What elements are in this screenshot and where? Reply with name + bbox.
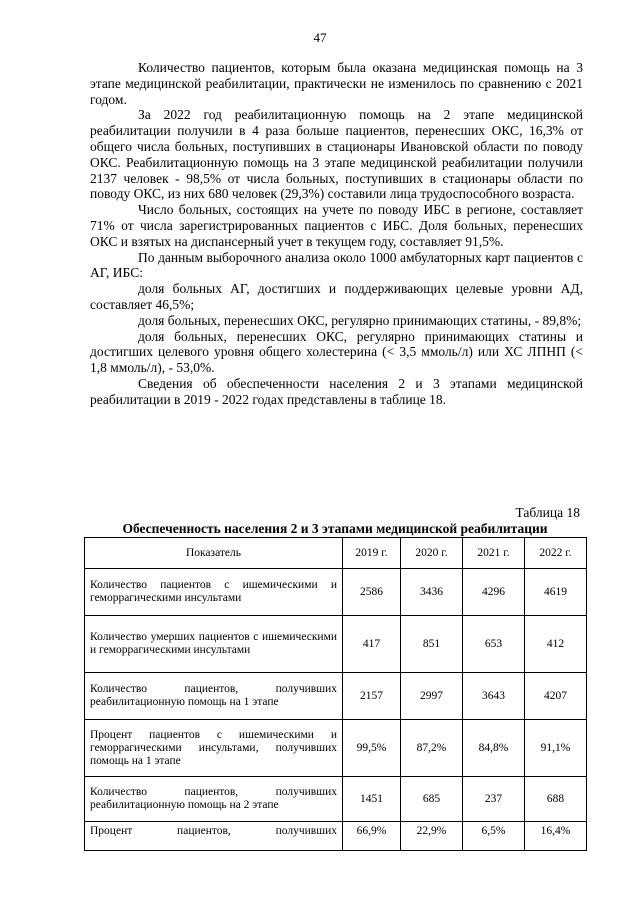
table-cell: 84,8% [463,720,525,777]
table-row [85,673,587,720]
column-header: 2019 г. [343,538,401,569]
page-number: 47 [313,30,327,45]
table-cell: Количество пациентов, получивших реабилитационную помощь на 1 этапе [85,673,343,720]
table-cell: 22,9% [401,822,463,851]
table-cell: 2586 [343,569,401,616]
column-header: Показатель [85,538,343,569]
table-cell: 2997 [401,673,463,720]
table-row [85,720,587,777]
list-item: доля больных, перенесших ОКС, регулярно принимающих статины и достигших целевого уровня общего холестерина (< 3,5 ммоль/л) или ХС ЛПНП (< 1,8 ммоль/л), - 53,0%. [90,328,583,376]
table-cell: 16,4% [525,822,587,851]
body-text [90,60,583,408]
table-cell: Процент пациентов с ишемическими и геморрагическими инсультами, получивших помощь на 1 этапе [85,720,343,777]
list-item: доля больных, перенесших ОКС, регулярно принимающих статины, - 89,8%; [138,312,582,328]
paragraph: За 2022 год реабилитационную помощь на 2 этапе медицинской реабилитации получили в 4 раза больше пациентов, перенесших ОКС, 16,3% от общего числа больных, поступивших в стационары Ивановской области по поводу ОКС. Реабилитационную помощь на 3 этапе медицинской реабилитации получили 2137 человек - 98,5% от числа больных, поступивших в стационары области по поводу ОКС, из них 680 человек (29,3%) составили лица трудоспособного возраста. [90,107,583,202]
column-header: 2021 г. [463,538,525,569]
paragraph: По данным выборочного анализа около 1000 амбулаторных карт пациентов с АГ, ИБС: [90,249,583,281]
table-cell: Количество пациентов с ишемическими и геморрагическими инсультами [85,569,343,616]
table-cell: 2157 [343,673,401,720]
table-header-row [85,538,587,569]
paragraph: Число больных, состоящих на учете по поводу ИБС в регионе, составляет 71% от числа зарегистрированных пациентов с ИБС. Доля больных, перенесших ОКС и взятых на диспансерный учет в текущем году, составляет 91,5%. [90,202,583,249]
table-cell: 91,1% [525,720,587,777]
column-header: 2020 г. [401,538,463,569]
table-cell: Количество пациентов, получивших реабилитационную помощь на 2 этапе [85,777,343,822]
paragraph: Количество пациентов, которым была оказана медицинская помощь на 3 этапе медицинской реабилитации, практически не изменилось по сравнению с 2021 годом. [90,60,583,107]
table-cell: 688 [525,777,587,822]
column-header: 2022 г. [525,538,587,569]
table-cell: 412 [525,616,587,673]
table-cell: 87,2% [401,720,463,777]
table-cell: 4296 [463,569,525,616]
table-cell: 685 [401,777,463,822]
table-cell: 3643 [463,673,525,720]
table-row [85,777,587,822]
table-cell: 4619 [525,569,587,616]
table-row [85,616,587,673]
table-cell: 417 [343,616,401,673]
table-label: Таблица 18 [515,505,580,520]
table-title: Обеспеченность населения 2 и 3 этапами медицинской реабилитации [122,521,548,536]
paragraph: Сведения об обеспеченности населения 2 и 3 этапами медицинской реабилитации в 2019 - 2022 годах представлены в таблице 18. [90,375,583,407]
table-cell: 99,5% [343,720,401,777]
list-item: доля больных АГ, достигших и поддерживающих целевые уровни АД, составляет 46,5%; [90,281,583,312]
table-cell: Количество умерших пациентов с ишемическими и геморрагическими инсультами [85,616,343,673]
table-cell: 237 [463,777,525,822]
table-cell: 4207 [525,673,587,720]
table-cell: Процент пациентов, получивших [85,822,343,851]
table-cell: 66,9% [343,822,401,851]
table-cell: 851 [401,616,463,673]
table-cell: 3436 [401,569,463,616]
table-row [85,822,587,851]
table-cell: 6,5% [463,822,525,851]
table-cell: 1451 [343,777,401,822]
table-row [85,569,587,616]
data-table [84,537,587,851]
table-cell: 653 [463,616,525,673]
